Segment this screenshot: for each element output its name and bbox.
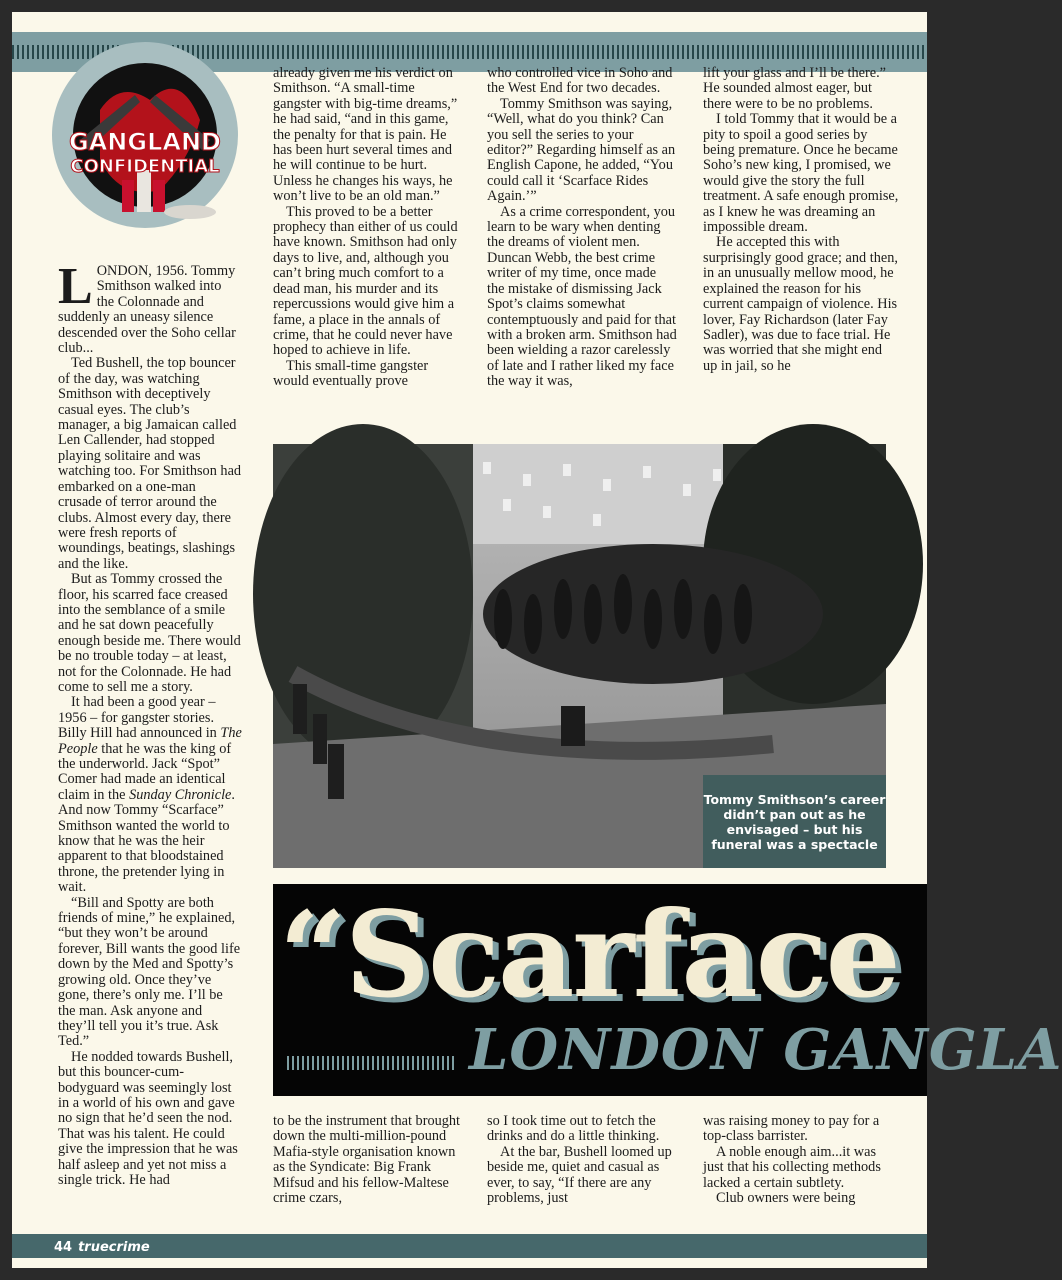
photo-caption: Tommy Smithson’s career didn’t pan out as he envisaged – but his funeral was a spectacle [703,775,886,868]
col1-para-1: LONDON, 1956. Tommy Smithson walked into the Colonnade and suddenly an uneasy silence descended over the Soho cellar club... [58,258,236,357]
column-2-top: already given me his verdict on Smithson. “A small-time gangster with big-time dreams,” he had said, “and in this game, the penalty for that is pain. He has been hurt several times and he will continue to be hurt. Unless he changes his ways, he won’t live to be an old man.” This proved to be a better prophecy than either of us could have known. Smithson had only days to live, and, although you can’t bring much comfort to a dead man, his murder and its repercussions would give him a fame, a place in the annals of crime, that he could never have hoped to achieve in life. This small-time gangster would eventually prove [273,65,458,390]
col1-para-6: He nodded towards Bushell, but this bouncer-cum-bodyguard was seemingly lost in a world of his own and gave no sign that he’d seen the nod. That was his talent. He could give the impression that he was half asleep and yet not miss a single trick. He had [58,1048,238,1188]
headline: “Scarface [279,885,899,1024]
column-3-top: who controlled vice in Soho and the West End for two decades. Tommy Smithson was saying, “Well, what do you think? Can you sell the series to your editor?” Regarding himself as an English Capone, he added, “You could call it ‘Scarface Rides Again.’” As a crime correspondent, you learn to be wary when denting the dreams of violent men. Duncan Webb, the best crime writer of my time, once made the mistake of dismissing Jack Spot’s claims somewhat contemptuously and paid for that with a broken arm. Smithson had been wielding a razor carelessly of late and I rather liked my face the way it was, [487,65,677,390]
col1-para-5: “Bill and Spotty are both friends of mine,” he explained, “but they won’t be around forever, Bill wants the good life down by the Med and Spotty’s growing old. Once they’ve gone, there’s only me. I’ll be the man. Ask anyone and they’ll tell you it’s true. Ask Ted.” [58,894,241,1050]
column-4-top: lift your glass and I’ll be there.” He sounded almost eager, but there were to be no problems. I told Tommy that it would be a pity to spoil a good series by being premature. Once he became Soho’s new king, I promised, we would give the story the full treatment. A safe enough promise, as I knew he was dreaming an impossible dream. He accepted this with surprisingly good grace; and then, in an unusually mellow mood, he explained the reason for his current campaign of violence. His lover, Fay Richardson (later Fay Sadler), was due to face trial. He was worried that she might end up in jail, so he [703,65,899,374]
column-1 [58,258,242,1188]
page-folio [54,1240,150,1255]
drop-cap: L [58,258,93,315]
subheadline-stripes [287,1056,457,1070]
col1-para-3: But as Tommy crossed the floor, his scarred face creased into the semblance of a smile and he sat down peacefully enough beside me. There would be no trouble today – at least, not for the Colonnade. He had come to sell me a story. [58,571,241,695]
column-2-bottom: to be the instrument that brought down the multi-million-pound Mafia-style organisation known as the Syndicate: Big Frank Mifsud and his fellow-Maltese crime czars, [273,1113,461,1207]
gangland-confidential-logo [40,40,250,230]
magazine-brand: truecrime [78,1240,150,1255]
logo-line2: CONFIDENTIAL [70,156,220,177]
col1-para-2: Ted Bushell, the top bouncer of the day, was watching Smithson with deceptively casual eyes. The club’s manager, a big Jamaican called Len Callender, had stopped playing solitaire and was watching too. For Smithson had embarked on a one-man crusade of terror around the clubs. Almost every day, there were fresh reports of woundings, beatings, slashings and the like. [58,355,242,572]
column-4-bottom: was raising money to pay for a top-class barrister. A noble enough aim...it was just that his collecting methods lacked a certain subtlety. Club owners were being [703,1113,881,1207]
logo-line1: GANGLAND [69,128,221,156]
col1-para-4: It had been a good year – 1956 – for gangster stories. Billy Hill had announced in The People that he was the king of the underworld. Jack “Spot” Comer had made an identical claim in the Sunday Chronicle. And now Tommy “Scarface” Smithson wanted the world to know that he was the heir apparent to that bloodstained throne, the pretender lying in wait. [58,694,242,896]
subheadline: LONDON GANGLA [469,1017,1062,1083]
page-number: 44 [54,1240,73,1255]
headline-block [273,884,1062,1096]
page-sheet [12,12,1062,1268]
column-3-bottom: so I took time out to fetch the drinks and do a little thinking. At the bar, Bushell loomed up beside me, quiet and casual as ever, to say, “If there are any problems, just [487,1113,672,1207]
